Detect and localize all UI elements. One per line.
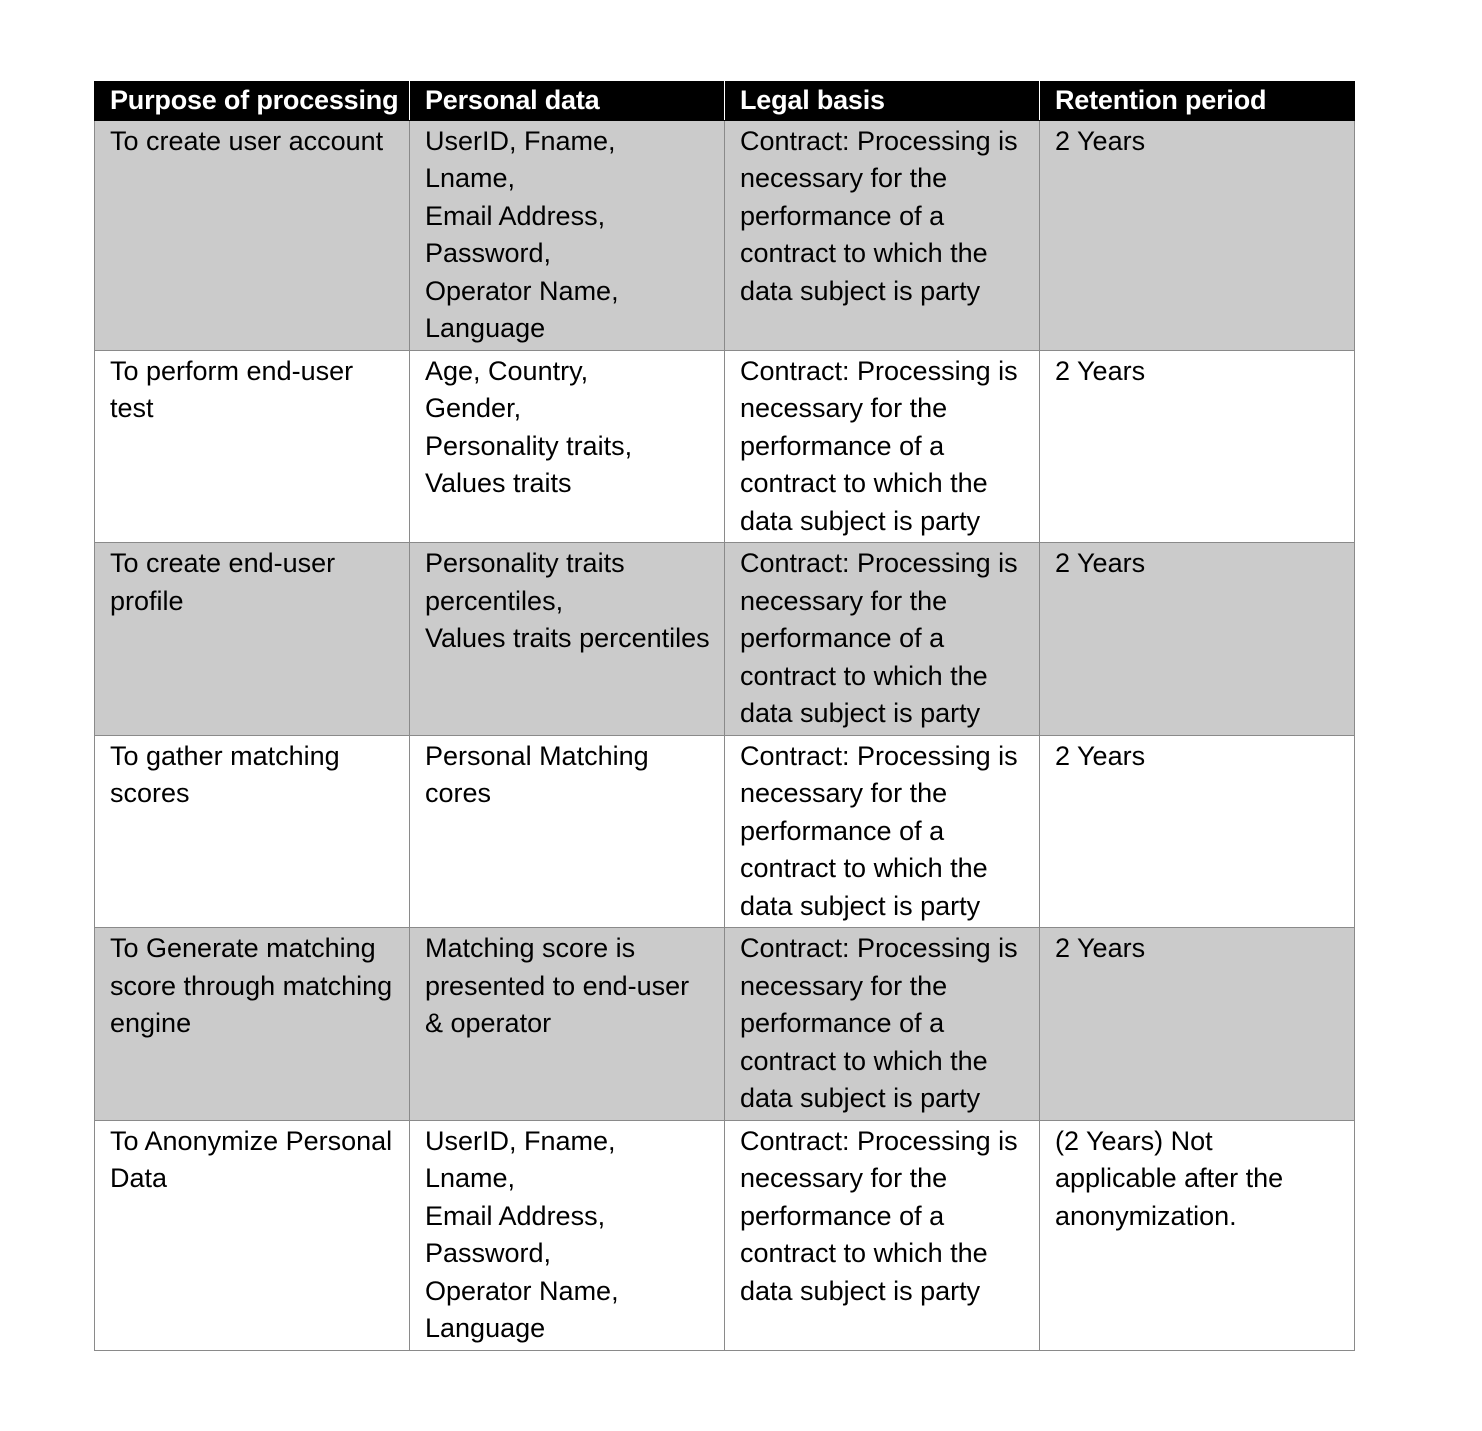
cell-personal-data: Matching score is presented to end-user & operator [410,928,725,1121]
cell-personal-data: UserID, Fname, Lname, Email Address, Password, Operator Name, Language [410,120,725,350]
cell-purpose: To gather matching scores [95,735,410,928]
cell-legal-basis: Contract: Processing is necessary for the performance of a contract to which the data subject is party [725,120,1040,350]
header-legal-basis: Legal basis [725,82,1040,121]
cell-purpose: To create user account [95,120,410,350]
table-row [95,735,1355,928]
header-row [95,82,1355,121]
cell-retention-period: 2 Years [1040,543,1355,736]
cell-legal-basis: Contract: Processing is necessary for the performance of a contract to which the data subject is party [725,350,1040,543]
header-retention-period: Retention period [1040,82,1355,121]
cell-retention-period: (2 Years) Not applicable after the anonymization. [1040,1120,1355,1350]
table-row [95,120,1355,350]
cell-retention-period: 2 Years [1040,735,1355,928]
cell-retention-period: 2 Years [1040,350,1355,543]
cell-personal-data: Personal Matching cores [410,735,725,928]
cell-personal-data: Personality traits percentiles, Values traits percentiles [410,543,725,736]
data-retention-table [94,81,1355,1351]
cell-personal-data: Age, Country, Gender, Personality traits, Values traits [410,350,725,543]
table-row [95,928,1355,1121]
cell-legal-basis: Contract: Processing is necessary for the performance of a contract to which the data subject is party [725,543,1040,736]
cell-purpose: To create end-user profile [95,543,410,736]
table-header [95,82,1355,121]
cell-purpose: To Generate matching score through matching engine [95,928,410,1121]
cell-retention-period: 2 Years [1040,928,1355,1121]
cell-retention-period: 2 Years [1040,120,1355,350]
cell-personal-data: UserID, Fname, Lname, Email Address, Password, Operator Name, Language [410,1120,725,1350]
cell-legal-basis: Contract: Processing is necessary for the performance of a contract to which the data subject is party [725,928,1040,1121]
table-row [95,1120,1355,1350]
header-purpose: Purpose of processing [95,82,410,121]
table-row [95,543,1355,736]
cell-legal-basis: Contract: Processing is necessary for the performance of a contract to which the data subject is party [725,1120,1040,1350]
cell-purpose: To Anonymize Personal Data [95,1120,410,1350]
cell-legal-basis: Contract: Processing is necessary for the performance of a contract to which the data subject is party [725,735,1040,928]
cell-purpose: To perform end-user test [95,350,410,543]
table-body [95,120,1355,1350]
header-personal-data: Personal data [410,82,725,121]
table-row [95,350,1355,543]
